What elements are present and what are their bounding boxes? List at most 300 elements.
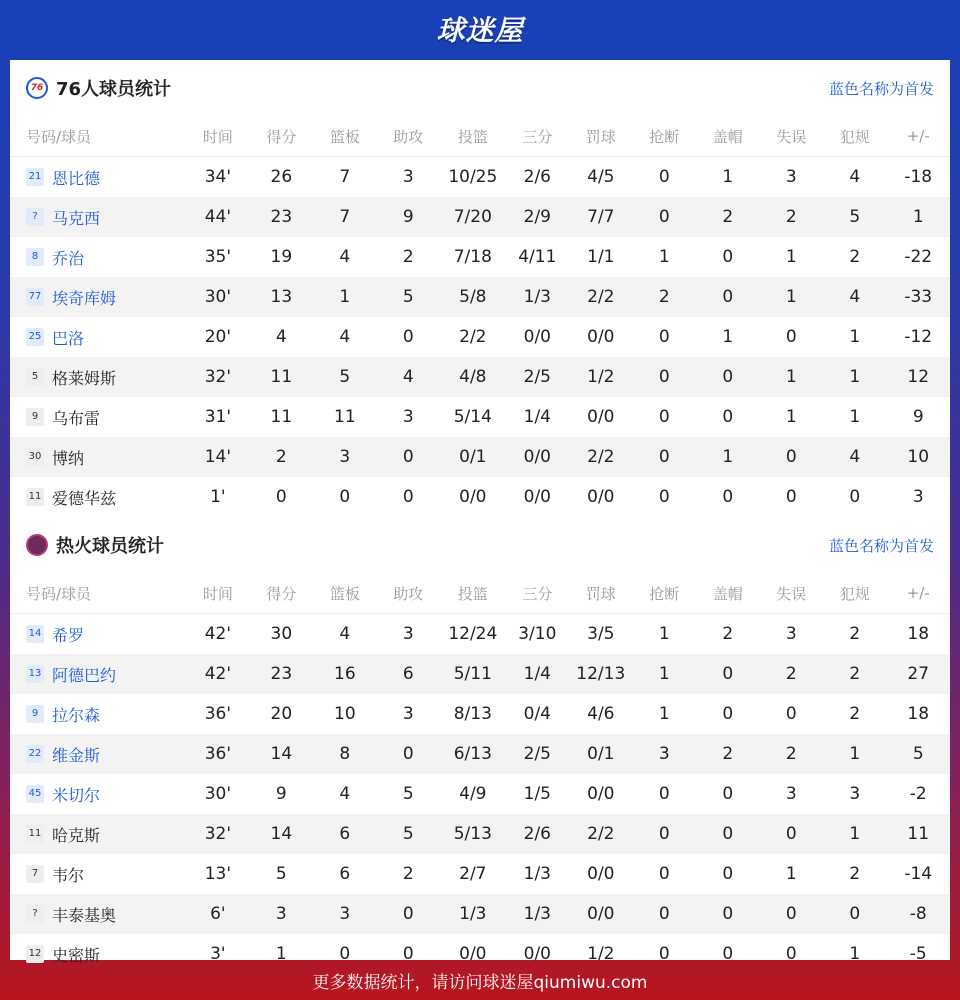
- stat-cell: 42': [186, 654, 249, 694]
- column-header: 篮板: [313, 573, 376, 614]
- stat-cell: 0: [658, 327, 670, 347]
- table-row: [10, 654, 950, 694]
- stat-cell: 5: [402, 784, 414, 804]
- stat-cell: 1: [785, 407, 797, 427]
- stat-cell: 2/7: [459, 864, 487, 884]
- stat-cell: 1': [210, 487, 226, 507]
- team-title: [26, 75, 171, 101]
- column-header: 得分: [250, 116, 313, 157]
- stat-cell: 32': [186, 814, 249, 854]
- column-header: 投篮: [440, 573, 506, 614]
- stat-cell: 20: [270, 704, 293, 724]
- stat-cell: 1/4: [523, 407, 551, 427]
- player-stats-table: [10, 573, 950, 974]
- stat-cell: 23: [250, 197, 313, 237]
- jersey-number-badge: 30: [26, 448, 44, 466]
- stat-cell: 34': [204, 167, 231, 187]
- stat-cell: 4: [339, 784, 351, 804]
- stat-cell: 2: [402, 864, 414, 884]
- stat-cell: 1: [760, 277, 823, 317]
- stat-cell: 0: [760, 814, 823, 854]
- player-name[interactable]: 米切尔: [52, 785, 101, 805]
- player-name[interactable]: 维金斯: [52, 745, 101, 765]
- section-header: [10, 60, 950, 116]
- stat-cell: 4/9: [459, 784, 487, 804]
- stat-cell: 1/2: [587, 944, 615, 964]
- stat-cell: 0: [339, 944, 351, 964]
- stat-cell: 0/0: [523, 944, 551, 964]
- column-header: 投篮: [440, 116, 506, 157]
- stat-cell: 0: [722, 407, 734, 427]
- stat-cell: 2/2: [459, 327, 487, 347]
- stat-cell: 1: [849, 407, 861, 427]
- stat-cell: 0: [696, 357, 759, 397]
- stat-cell: 0: [722, 944, 734, 964]
- column-header: 盖帽: [696, 573, 759, 614]
- player-name: 博纳: [52, 448, 85, 468]
- jersey-number-badge: 7: [26, 865, 44, 883]
- stat-cell: 1: [722, 327, 734, 347]
- stat-cell: 5: [377, 814, 440, 854]
- stat-cell: 12/13: [569, 654, 632, 694]
- jersey-number-badge: 13: [26, 665, 44, 683]
- player-cell: [10, 774, 186, 814]
- jersey-number-badge: 12: [26, 945, 44, 963]
- stat-cell: 0: [377, 894, 440, 934]
- stat-cell: 3: [402, 704, 414, 724]
- stat-cell: 1/4: [506, 654, 569, 694]
- player-name[interactable]: 拉尔森: [52, 705, 101, 725]
- player-cell: [10, 277, 186, 317]
- stat-cell: 16: [313, 654, 376, 694]
- jersey-number-badge: 11: [26, 488, 44, 506]
- stat-cell: 2: [849, 247, 861, 267]
- stat-cell: 2: [760, 197, 823, 237]
- stat-cell: 4: [339, 247, 351, 267]
- stat-cell: 14': [186, 437, 249, 477]
- stat-cell: 2/5: [506, 734, 569, 774]
- stat-cell: 3': [210, 944, 226, 964]
- player-cell: [10, 357, 186, 397]
- jersey-number-badge: 5: [26, 368, 44, 386]
- stat-cell: 1: [785, 247, 797, 267]
- column-header: 号码/球员: [10, 573, 186, 614]
- column-header: 失误: [760, 573, 823, 614]
- stat-cell: 1: [823, 357, 886, 397]
- stat-cell: 0: [722, 704, 734, 724]
- stat-cell: 4: [849, 167, 861, 187]
- stat-cell: 1: [722, 167, 734, 187]
- table-row: [10, 894, 950, 934]
- stat-cell: 0/0: [587, 487, 615, 507]
- player-name: 丰泰基奥: [52, 905, 117, 925]
- jersey-number-badge: 22: [26, 745, 44, 763]
- stat-cell: 0/0: [506, 437, 569, 477]
- column-header: 三分: [506, 116, 569, 157]
- stat-cell: 12/24: [448, 624, 498, 644]
- stat-cell: 9: [275, 784, 287, 804]
- stat-cell: 0: [377, 734, 440, 774]
- stat-cell: 1: [823, 734, 886, 774]
- player-cell: [10, 614, 186, 655]
- player-cell: [10, 477, 186, 517]
- player-cell: [10, 854, 186, 894]
- stat-cell: 1: [886, 197, 950, 237]
- jersey-number-badge: 77: [26, 288, 44, 306]
- table-row: [10, 614, 950, 655]
- stat-cell: 1/3: [440, 894, 506, 934]
- stat-cell: -18: [904, 167, 933, 187]
- stat-cell: 0: [760, 437, 823, 477]
- stat-cell: 0: [785, 704, 797, 724]
- jersey-number-badge: 14: [26, 625, 44, 643]
- stat-cell: 3: [849, 784, 861, 804]
- stat-cell: 7: [339, 167, 351, 187]
- stat-cell: 19: [270, 247, 293, 267]
- stat-cell: 0: [658, 487, 670, 507]
- top-banner: [0, 0, 960, 58]
- team-title: [26, 532, 164, 558]
- jersey-number-badge: 25: [26, 328, 44, 346]
- stat-cell: 0: [633, 894, 696, 934]
- stat-cell: 1/3: [506, 894, 569, 934]
- stat-cell: 0: [696, 814, 759, 854]
- player-cell: [10, 894, 186, 934]
- column-header: 抢断: [633, 116, 696, 157]
- stat-cell: 3: [785, 167, 797, 187]
- stat-cell: 0/1: [440, 437, 506, 477]
- stat-cell: 35': [204, 247, 231, 267]
- stat-cell: 0: [823, 894, 886, 934]
- player-name[interactable]: 阿德巴约: [52, 665, 117, 685]
- stat-cell: 0: [377, 437, 440, 477]
- stat-cell: 1: [785, 864, 797, 884]
- jersey-number-badge: 8: [26, 248, 44, 266]
- stat-cell: 0: [722, 487, 734, 507]
- table-row: [10, 854, 950, 894]
- player-cell: [10, 397, 186, 437]
- stat-cell: 3: [313, 437, 376, 477]
- stat-cell: 5: [313, 357, 376, 397]
- stat-cell: -5: [909, 944, 927, 964]
- stat-cell: 0/1: [569, 734, 632, 774]
- stat-cell: 1/1: [587, 247, 615, 267]
- stat-cell: 3/10: [518, 624, 557, 644]
- stat-cell: 11: [334, 407, 356, 427]
- jersey-number-badge: 45: [26, 785, 44, 803]
- team-sections: [10, 60, 950, 974]
- stat-cell: 0: [849, 487, 861, 507]
- stat-cell: 0/0: [587, 327, 615, 347]
- table-row: [10, 317, 950, 357]
- stat-cell: 0: [658, 407, 670, 427]
- stat-cell: 11: [250, 357, 313, 397]
- player-name: 爱德华兹: [52, 488, 117, 508]
- stat-cell: 0: [696, 894, 759, 934]
- stat-cell: 36': [186, 734, 249, 774]
- player-cell: [10, 197, 186, 237]
- player-cell: [10, 814, 186, 854]
- column-header: 罚球: [569, 116, 632, 157]
- starter-legend-note: 蓝色名称为首发: [828, 536, 934, 555]
- player-name[interactable]: 乔治: [52, 248, 85, 268]
- stat-cell: 1: [658, 624, 670, 644]
- player-cell: [10, 317, 186, 357]
- stat-cell: 18: [907, 624, 930, 644]
- stat-cell: 1/3: [523, 864, 551, 884]
- stat-cell: 4/5: [587, 167, 615, 187]
- stat-cell: 10: [886, 437, 950, 477]
- stat-cell: 1: [823, 814, 886, 854]
- stat-cell: 9: [912, 407, 924, 427]
- stat-cell: 6/13: [440, 734, 506, 774]
- sixers-logo-icon: 76: [26, 77, 48, 99]
- stat-cell: 12: [886, 357, 950, 397]
- stat-cell: 1: [658, 247, 670, 267]
- stat-cell: 8: [313, 734, 376, 774]
- column-header: 抢断: [633, 573, 696, 614]
- stat-cell: 4/8: [440, 357, 506, 397]
- stat-cell: -22: [904, 247, 933, 267]
- stat-cell: 44': [186, 197, 249, 237]
- player-cell: [10, 437, 186, 477]
- stat-cell: 0: [633, 437, 696, 477]
- team-section: [10, 517, 950, 974]
- column-header: +/-: [886, 116, 950, 157]
- jersey-number-badge: 21: [26, 168, 44, 186]
- team-section: [10, 60, 950, 517]
- stat-cell: 20': [204, 327, 231, 347]
- stat-cell: 2/6: [506, 814, 569, 854]
- table-row: [10, 477, 950, 517]
- stat-cell: 0: [402, 487, 414, 507]
- stat-cell: -8: [886, 894, 950, 934]
- stat-cell: 0/0: [587, 407, 615, 427]
- stat-cell: 0: [658, 784, 670, 804]
- stat-cell: 7/18: [453, 247, 492, 267]
- stat-cell: 0/0: [459, 487, 487, 507]
- stat-cell: 1: [849, 327, 861, 347]
- stat-cell: 0: [658, 167, 670, 187]
- stat-cell: 13: [250, 277, 313, 317]
- stat-cell: 3: [402, 167, 414, 187]
- stat-cell: 10: [334, 704, 356, 724]
- stat-cell: 27: [886, 654, 950, 694]
- team-name: 76人球员统计: [56, 79, 172, 100]
- column-header: 号码/球员: [10, 116, 186, 157]
- stat-cell: 0/0: [569, 894, 632, 934]
- column-header: 助攻: [377, 116, 440, 157]
- stat-cell: 4: [339, 624, 351, 644]
- player-name: 韦尔: [52, 865, 85, 885]
- stat-cell: 2: [696, 197, 759, 237]
- stat-cell: 0/0: [587, 864, 615, 884]
- stat-cell: 0/0: [523, 487, 551, 507]
- table-row: [10, 277, 950, 317]
- stat-cell: 2: [760, 734, 823, 774]
- stat-cell: 4/11: [518, 247, 557, 267]
- column-header: 三分: [506, 573, 569, 614]
- stat-cell: 0: [696, 277, 759, 317]
- stat-cell: 1: [658, 704, 670, 724]
- stat-cell: 0: [785, 487, 797, 507]
- stat-cell: 2: [722, 624, 734, 644]
- stat-cell: 11: [886, 814, 950, 854]
- stat-cell: 3: [402, 407, 414, 427]
- player-cell: [10, 694, 186, 734]
- stat-cell: 14: [250, 734, 313, 774]
- stat-cell: 3/5: [587, 624, 615, 644]
- table-header-row: [10, 116, 950, 157]
- stat-cell: 32': [186, 357, 249, 397]
- stat-cell: 2: [849, 864, 861, 884]
- player-name: 乌布雷: [52, 408, 101, 428]
- stat-cell: 1: [633, 654, 696, 694]
- stat-cell: 18: [907, 704, 930, 724]
- stat-cell: 31': [204, 407, 231, 427]
- stat-cell: 3: [785, 624, 797, 644]
- stat-cell: 1: [849, 944, 861, 964]
- stat-cell: 4: [823, 437, 886, 477]
- stat-cell: 0: [760, 894, 823, 934]
- stat-cell: 5: [377, 277, 440, 317]
- stat-cell: 2/6: [523, 167, 551, 187]
- stat-cell: 5/14: [453, 407, 492, 427]
- stat-cell: 30': [186, 277, 249, 317]
- player-cell: [10, 734, 186, 774]
- stat-cell: 0: [785, 944, 797, 964]
- stat-cell: 1: [696, 437, 759, 477]
- stat-cell: 0: [722, 784, 734, 804]
- stat-cell: 0: [722, 247, 734, 267]
- team-name: 热火球员统计: [56, 536, 164, 557]
- column-header: 时间: [186, 573, 249, 614]
- stat-cell: 7/7: [569, 197, 632, 237]
- table-row: [10, 237, 950, 277]
- column-header: 篮板: [313, 116, 376, 157]
- column-header: 助攻: [377, 573, 440, 614]
- jersey-number-badge: ?: [26, 905, 44, 923]
- stat-cell: 5: [886, 734, 950, 774]
- player-cell: [10, 654, 186, 694]
- player-name[interactable]: 巴洛: [52, 328, 85, 348]
- player-stats-table: [10, 116, 950, 517]
- player-name: 格莱姆斯: [52, 368, 117, 388]
- jersey-number-badge: 11: [26, 825, 44, 843]
- stat-cell: 7: [313, 197, 376, 237]
- stat-cell: 2: [823, 654, 886, 694]
- stat-cell: 7/20: [440, 197, 506, 237]
- stat-cell: 6': [186, 894, 249, 934]
- stat-cell: 0: [658, 944, 670, 964]
- column-header: 失误: [760, 116, 823, 157]
- stat-cell: 0: [633, 197, 696, 237]
- stat-cell: 0: [633, 814, 696, 854]
- stat-cell: -2: [909, 784, 927, 804]
- stat-cell: 2/5: [506, 357, 569, 397]
- stat-cell: 1: [275, 944, 287, 964]
- stat-cell: 0/0: [459, 944, 487, 964]
- column-header: 犯规: [823, 116, 886, 157]
- jersey-number-badge: 9: [26, 408, 44, 426]
- stat-cell: 4/6: [587, 704, 615, 724]
- stat-cell: 3: [785, 784, 797, 804]
- stat-cell: 0: [339, 487, 351, 507]
- table-row: [10, 397, 950, 437]
- column-header: 盖帽: [696, 116, 759, 157]
- starter-legend-note: 蓝色名称为首发: [828, 79, 934, 98]
- brand-logo: 球迷屋: [436, 14, 524, 47]
- player-name[interactable]: 埃奇库姆: [52, 288, 117, 308]
- stats-card: [10, 60, 950, 965]
- stat-cell: 3: [633, 734, 696, 774]
- stat-cell: -14: [904, 864, 933, 884]
- table-row: [10, 437, 950, 477]
- jersey-number-badge: ?: [26, 208, 44, 226]
- stat-cell: 6: [313, 814, 376, 854]
- table-header-row: [10, 573, 950, 614]
- player-name: 史密斯: [52, 945, 101, 965]
- player-name[interactable]: 恩比德: [52, 168, 101, 188]
- jersey-number-badge: 9: [26, 705, 44, 723]
- stat-cell: 5: [823, 197, 886, 237]
- stat-cell: 1/5: [523, 784, 551, 804]
- stat-cell: 2: [849, 704, 861, 724]
- stat-cell: 5/13: [440, 814, 506, 854]
- stat-cell: 2: [760, 654, 823, 694]
- stat-cell: 3: [912, 487, 924, 507]
- stat-cell: 6: [377, 654, 440, 694]
- stat-cell: 2: [633, 277, 696, 317]
- stat-cell: 10/25: [448, 167, 498, 187]
- footer: [0, 960, 960, 1000]
- stat-cell: 26: [270, 167, 293, 187]
- heat-logo-icon: [26, 534, 48, 556]
- stat-cell: 2: [250, 437, 313, 477]
- stat-cell: 4: [339, 327, 351, 347]
- stat-cell: 0: [722, 864, 734, 884]
- stat-cell: 0: [633, 357, 696, 397]
- stat-cell: 0: [658, 864, 670, 884]
- column-header: 得分: [250, 573, 313, 614]
- section-header: [10, 517, 950, 573]
- stat-cell: 2/2: [569, 814, 632, 854]
- player-name[interactable]: 希罗: [52, 625, 85, 645]
- stat-cell: 3: [313, 894, 376, 934]
- stat-cell: 23: [250, 654, 313, 694]
- stat-cell: 0: [696, 654, 759, 694]
- stat-cell: 4: [275, 327, 287, 347]
- stat-cell: 0/4: [523, 704, 551, 724]
- stat-cell: 2: [402, 247, 414, 267]
- stat-cell: 1: [760, 357, 823, 397]
- column-header: 时间: [186, 116, 249, 157]
- player-name: 哈克斯: [52, 825, 101, 845]
- stat-cell: 0/0: [587, 784, 615, 804]
- stat-cell: 5/11: [440, 654, 506, 694]
- stat-cell: 1/3: [506, 277, 569, 317]
- table-row: [10, 197, 950, 237]
- player-name[interactable]: 马克西: [52, 208, 101, 228]
- stat-cell: 1/2: [569, 357, 632, 397]
- stat-cell: -12: [904, 327, 933, 347]
- table-row: [10, 357, 950, 397]
- stat-cell: 4: [823, 277, 886, 317]
- stat-cell: 1: [313, 277, 376, 317]
- stat-cell: 8/13: [453, 704, 492, 724]
- stat-cell: 13': [204, 864, 231, 884]
- footer-text: 更多数据统计，请访问球迷屋qiumiwu.com: [312, 972, 648, 993]
